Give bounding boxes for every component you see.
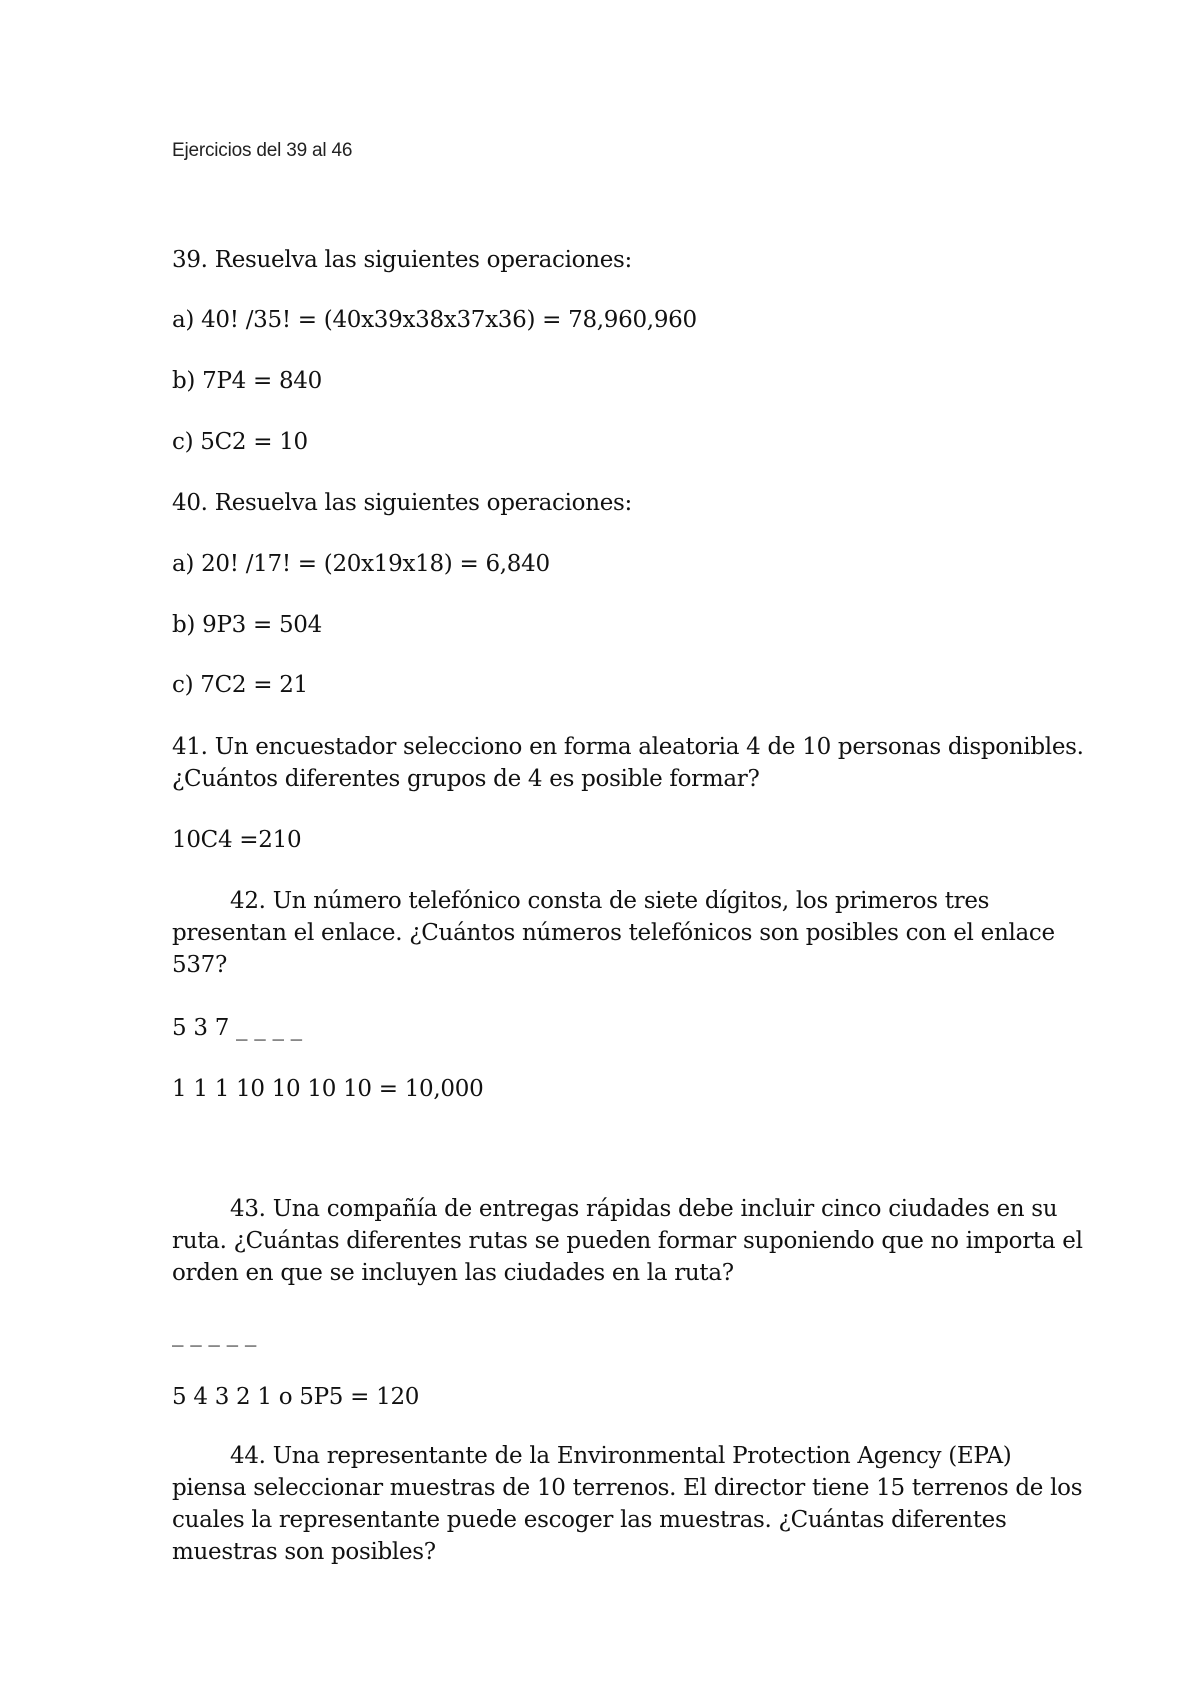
exercise-40-b: b) 9P3 = 504 bbox=[172, 612, 322, 638]
exercise-43-line-1: 43. Una compañía de entregas rápidas debe incluir cinco ciudades en su bbox=[230, 1196, 1058, 1222]
exercise-42-answer: 1 1 1 10 10 10 10 = 10,000 bbox=[172, 1076, 484, 1102]
exercise-39-b: b) 7P4 = 840 bbox=[172, 368, 322, 394]
exercise-44-line-2: piensa seleccionar muestras de 10 terrenos. El director tiene 15 terrenos de los bbox=[172, 1475, 1083, 1501]
exercise-39-c: c) 5C2 = 10 bbox=[172, 429, 308, 455]
exercise-40-title: 40. Resuelva las siguientes operaciones: bbox=[172, 490, 632, 516]
exercise-39-a: a) 40! /35! = (40x39x38x37x36) = 78,960,960 bbox=[172, 307, 697, 333]
exercise-40-a: a) 20! /17! = (20x19x18) = 6,840 bbox=[172, 551, 550, 577]
exercise-43-slots: _ _ _ _ _ bbox=[172, 1321, 257, 1347]
exercise-43-answer: 5 4 3 2 1 o 5P5 = 120 bbox=[172, 1384, 420, 1410]
exercise-42-slots: 5 3 7 _ _ _ _ bbox=[172, 1015, 302, 1041]
exercise-41-line-1: 41. Un encuestador selecciono en forma aleatoria 4 de 10 personas disponibles. bbox=[172, 734, 1084, 760]
exercise-44-line-1: 44. Una representante de la Environmental Protection Agency (EPA) bbox=[230, 1443, 1012, 1469]
exercise-44-line-3: cuales la representante puede escoger las muestras. ¿Cuántas diferentes bbox=[172, 1507, 1007, 1533]
page-header: Ejercicios del 39 al 46 bbox=[172, 140, 353, 161]
exercise-43-line-2: ruta. ¿Cuántas diferentes rutas se pueden formar suponiendo que no importa el bbox=[172, 1228, 1083, 1254]
exercise-42-line-2: presentan el enlace. ¿Cuántos números telefónicos son posibles con el enlace bbox=[172, 920, 1055, 946]
exercise-43-line-3: orden en que se incluyen las ciudades en la ruta? bbox=[172, 1260, 734, 1286]
exercise-41-line-2: ¿Cuántos diferentes grupos de 4 es posible formar? bbox=[172, 766, 760, 792]
exercise-39-title: 39. Resuelva las siguientes operaciones: bbox=[172, 247, 632, 273]
exercise-41-answer: 10C4 =210 bbox=[172, 827, 302, 853]
exercise-44-line-4: muestras son posibles? bbox=[172, 1539, 436, 1565]
exercise-42-line-1: 42. Un número telefónico consta de siete dígitos, los primeros tres bbox=[230, 888, 990, 914]
exercise-42-line-3: 537? bbox=[172, 952, 228, 978]
exercise-40-c: c) 7C2 = 21 bbox=[172, 672, 308, 698]
